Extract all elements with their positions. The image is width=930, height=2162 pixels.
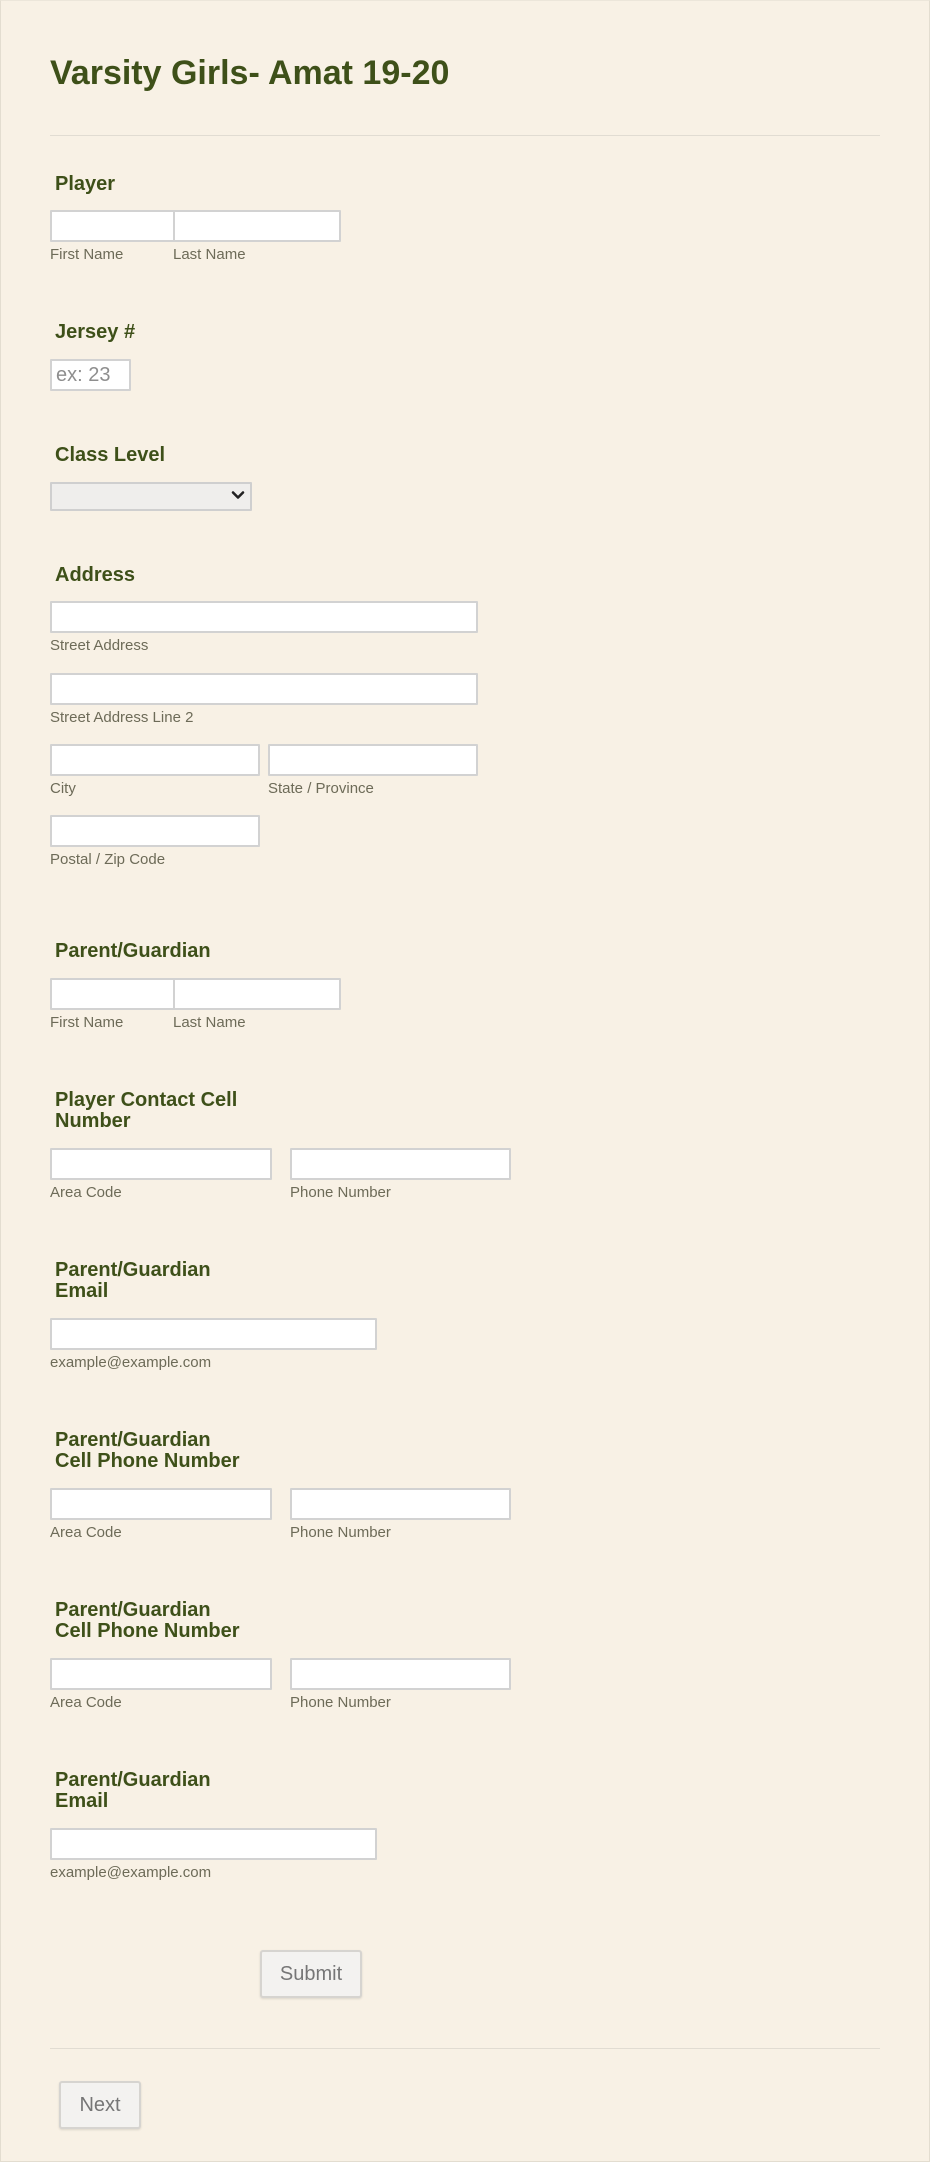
parent-guardian-label: Parent/Guardian (55, 940, 211, 962)
parent-cell-1-area-code-input[interactable] (50, 1488, 272, 1520)
jersey-number-input[interactable] (50, 359, 131, 391)
street-address-sublabel: Street Address (50, 637, 149, 654)
player-cell-area-code-sublabel: Area Code (50, 1184, 122, 1201)
player-cell-area-code-input[interactable] (50, 1148, 272, 1180)
parent-last-name-input[interactable] (173, 978, 341, 1010)
submit-button[interactable]: Submit (260, 1950, 362, 1998)
parent-email-1-label-line1: Parent/Guardian (55, 1259, 211, 1281)
player-last-name-input[interactable] (173, 210, 341, 242)
city-input[interactable] (50, 744, 260, 776)
parent-email-2-label-line1: Parent/Guardian (55, 1769, 211, 1791)
address-label: Address (55, 564, 136, 586)
parent-email-2-input[interactable] (50, 1828, 377, 1860)
parent-cell-1-area-code-sublabel: Area Code (50, 1524, 122, 1541)
parent-email-1-sublabel: example@example.com (50, 1354, 212, 1371)
parent-cell-1-label-line2: Cell Phone Number (55, 1450, 240, 1472)
player-label: Player (55, 173, 116, 195)
class-level-label: Class Level (55, 444, 166, 466)
parent-cell-2-label-line1: Parent/Guardian (55, 1599, 211, 1621)
parent-cell-1-phone-sublabel: Phone Number (290, 1524, 391, 1541)
postal-zip-input[interactable] (50, 815, 260, 847)
state-province-sublabel: State / Province (268, 780, 374, 797)
postal-zip-sublabel: Postal / Zip Code (50, 851, 166, 868)
player-cell-label-line2: Number (55, 1110, 131, 1132)
next-button[interactable]: Next (59, 2081, 141, 2129)
form-title: Varsity Girls- Amat 19-20 (50, 54, 450, 92)
parent-cell-1-phone-input[interactable] (290, 1488, 511, 1520)
parent-first-name-sublabel: First Name (50, 1014, 124, 1031)
city-sublabel: City (50, 780, 76, 797)
player-cell-phone-sublabel: Phone Number (290, 1184, 391, 1201)
street-address-line2-input[interactable] (50, 673, 478, 705)
parent-email-2-label-line2: Email (55, 1790, 109, 1812)
parent-last-name-sublabel: Last Name (173, 1014, 246, 1031)
jersey-label: Jersey # (55, 321, 136, 343)
street-address-line2-sublabel: Street Address Line 2 (50, 709, 194, 726)
page-break-divider (50, 2048, 880, 2049)
player-last-name-sublabel: Last Name (173, 246, 246, 263)
class-level-select[interactable] (50, 482, 252, 511)
parent-email-1-input[interactable] (50, 1318, 377, 1350)
street-address-input[interactable] (50, 601, 478, 633)
state-province-input[interactable] (268, 744, 478, 776)
chevron-down-icon (230, 487, 246, 503)
parent-cell-2-area-code-input[interactable] (50, 1658, 272, 1690)
parent-email-2-sublabel: example@example.com (50, 1864, 212, 1881)
parent-cell-1-label-line1: Parent/Guardian (55, 1429, 211, 1451)
parent-cell-2-phone-sublabel: Phone Number (290, 1694, 391, 1711)
player-cell-label-line1: Player Contact Cell (55, 1089, 238, 1111)
player-first-name-sublabel: First Name (50, 246, 124, 263)
parent-email-1-label-line2: Email (55, 1280, 109, 1302)
title-divider (50, 135, 880, 136)
player-cell-phone-input[interactable] (290, 1148, 511, 1180)
parent-cell-2-phone-input[interactable] (290, 1658, 511, 1690)
parent-cell-2-area-code-sublabel: Area Code (50, 1694, 122, 1711)
parent-cell-2-label-line2: Cell Phone Number (55, 1620, 240, 1642)
